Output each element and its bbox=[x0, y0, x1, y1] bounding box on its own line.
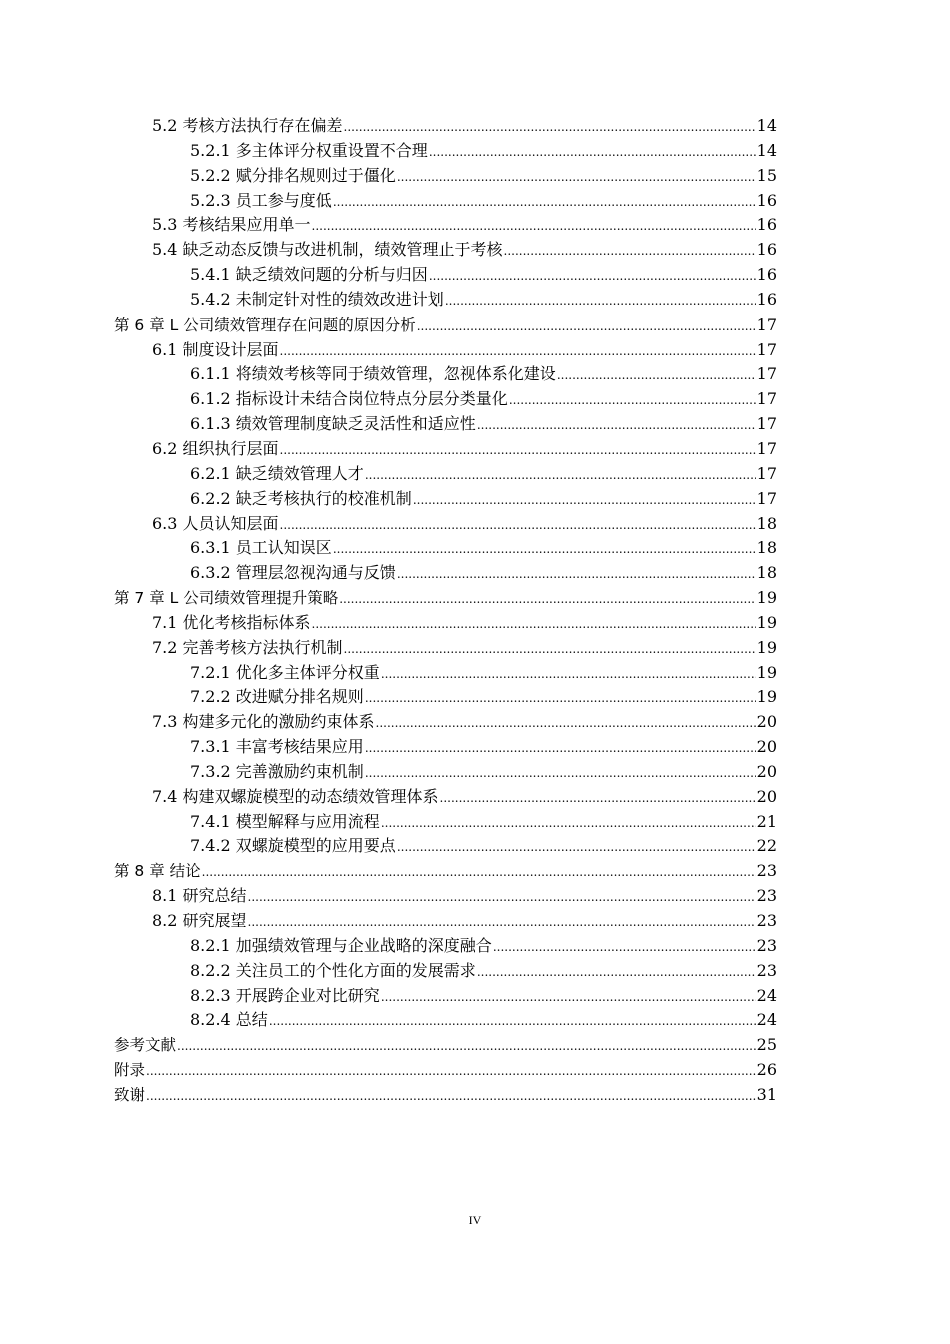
toc-entry-page-number: 17 bbox=[756, 314, 777, 334]
toc-dot-leader bbox=[202, 860, 756, 885]
toc-entry[interactable] bbox=[114, 313, 777, 338]
toc-dot-leader bbox=[445, 289, 756, 314]
toc-dot-leader bbox=[381, 985, 756, 1010]
toc-entry-title: 6.1.1 将绩效考核等同于绩效管理，忽视体系化建设 bbox=[190, 364, 556, 384]
toc-entry[interactable] bbox=[114, 189, 777, 214]
toc-dot-leader bbox=[477, 413, 756, 438]
toc-entry-page-number: 22 bbox=[756, 836, 777, 856]
toc-entry-title: 7.4 构建双螺旋模型的动态绩效管理体系 bbox=[152, 786, 439, 806]
toc-entry[interactable] bbox=[114, 934, 777, 959]
toc-entry-page-number: 23 bbox=[756, 935, 777, 955]
toc-entry[interactable] bbox=[114, 611, 777, 636]
toc-dot-leader bbox=[344, 115, 756, 140]
toc-entry[interactable] bbox=[114, 834, 777, 859]
toc-entry[interactable] bbox=[114, 735, 777, 760]
toc-dot-leader bbox=[397, 165, 756, 190]
toc-entry-title: 7.4.2 双螺旋模型的应用要点 bbox=[190, 836, 396, 856]
toc-dot-leader bbox=[312, 612, 756, 637]
toc-entry[interactable] bbox=[114, 859, 777, 884]
toc-entry-page-number: 16 bbox=[756, 289, 777, 309]
toc-dot-leader bbox=[429, 264, 756, 289]
toc-entry[interactable] bbox=[114, 139, 777, 164]
toc-entry-page-number: 18 bbox=[756, 563, 777, 583]
toc-entry[interactable] bbox=[114, 909, 777, 934]
toc-entry-title: 7.3.1 丰富考核结果应用 bbox=[190, 737, 364, 757]
toc-entry-page-number: 20 bbox=[756, 761, 777, 781]
toc-entry-page-number: 20 bbox=[756, 786, 777, 806]
toc-entry-page-number: 23 bbox=[756, 911, 777, 930]
toc-entry-title: 致谢 bbox=[114, 1085, 146, 1104]
toc-entry-page-number: 16 bbox=[756, 190, 777, 210]
toc-dot-leader bbox=[381, 811, 756, 836]
toc-entry[interactable] bbox=[114, 512, 777, 537]
toc-entry[interactable] bbox=[114, 362, 777, 387]
toc-dot-leader bbox=[339, 587, 755, 612]
toc-entry-page-number: 21 bbox=[756, 811, 777, 831]
toc-entry-page-number: 16 bbox=[756, 240, 777, 260]
toc-entry[interactable] bbox=[114, 487, 777, 512]
toc-dot-leader bbox=[333, 537, 756, 562]
toc-entry-page-number: 17 bbox=[756, 438, 777, 458]
toc-entry[interactable] bbox=[114, 884, 777, 909]
toc-entry[interactable] bbox=[114, 114, 777, 139]
toc-entry-page-number: 17 bbox=[756, 414, 777, 434]
toc-entry-title: 第 6 章 L 公司绩效管理存在问题的原因分析 bbox=[114, 315, 416, 334]
toc-entry-title: 5.4 缺乏动态反馈与改进机制，绩效管理止于考核 bbox=[152, 240, 503, 260]
toc-entry-title: 5.4.1 缺乏绩效问题的分析与归因 bbox=[190, 265, 428, 285]
toc-entry-page-number: 20 bbox=[756, 737, 777, 757]
toc-entry-title: 5.2 考核方法执行存在偏差 bbox=[152, 116, 343, 135]
toc-entry-page-number: 15 bbox=[756, 165, 777, 185]
toc-entry-title: 参考文献 bbox=[114, 1036, 177, 1055]
toc-entry-title: 7.3 构建多元化的激励约束体系 bbox=[152, 712, 375, 732]
toc-dot-leader bbox=[146, 1059, 756, 1084]
toc-dot-leader bbox=[417, 314, 756, 339]
toc-entry-title: 7.2.1 优化多主体评分权重 bbox=[190, 662, 380, 682]
toc-entry[interactable] bbox=[114, 412, 777, 437]
toc-dot-leader bbox=[365, 686, 756, 711]
toc-entry-title: 6.2.1 缺乏绩效管理人才 bbox=[190, 463, 364, 483]
toc-entry-page-number: 24 bbox=[756, 985, 777, 1005]
toc-entry-title: 第 7 章 L 公司绩效管理提升策略 bbox=[114, 589, 339, 608]
toc-entry[interactable] bbox=[114, 263, 777, 288]
toc-entry-page-number: 24 bbox=[756, 1010, 777, 1030]
toc-dot-leader bbox=[280, 513, 756, 538]
toc-entry[interactable] bbox=[114, 561, 777, 586]
toc-entry-title: 8.2.4 总结 bbox=[190, 1010, 268, 1030]
toc-entry-title: 5.3 考核结果应用单一 bbox=[152, 215, 311, 235]
toc-entry-title: 5.2.3 员工参与度低 bbox=[190, 190, 332, 210]
toc-entry[interactable] bbox=[114, 661, 777, 686]
toc-entry-title: 6.3.1 员工认知误区 bbox=[190, 538, 332, 558]
toc-entry-page-number: 16 bbox=[756, 215, 777, 235]
toc-dot-leader bbox=[344, 637, 756, 662]
toc-entry-page-number: 19 bbox=[756, 588, 777, 608]
toc-dot-leader bbox=[280, 438, 756, 463]
toc-entry-page-number: 26 bbox=[756, 1060, 777, 1080]
toc-entry-page-number: 18 bbox=[756, 538, 777, 558]
toc-entry[interactable] bbox=[114, 164, 777, 189]
toc-entry[interactable] bbox=[114, 586, 777, 611]
toc-entry-page-number: 19 bbox=[756, 687, 777, 707]
table-of-contents bbox=[114, 114, 777, 1108]
toc-entry-title: 7.2 完善考核方法执行机制 bbox=[152, 637, 343, 657]
toc-dot-leader bbox=[413, 488, 756, 513]
toc-dot-leader bbox=[177, 1034, 756, 1059]
toc-entry-page-number: 17 bbox=[756, 339, 777, 359]
toc-entry[interactable] bbox=[114, 387, 777, 412]
toc-dot-leader bbox=[248, 885, 756, 910]
toc-dot-leader bbox=[365, 736, 756, 761]
toc-dot-leader bbox=[269, 1009, 756, 1034]
toc-entry-page-number: 14 bbox=[756, 116, 777, 135]
toc-entry-page-number: 20 bbox=[756, 712, 777, 732]
toc-entry[interactable] bbox=[114, 462, 777, 487]
toc-entry-page-number: 17 bbox=[756, 389, 777, 409]
toc-entry[interactable] bbox=[114, 959, 777, 984]
toc-entry-page-number: 17 bbox=[756, 463, 777, 483]
toc-entry-title: 5.2.1 多主体评分权重设置不合理 bbox=[190, 140, 428, 160]
toc-entry[interactable] bbox=[114, 1083, 777, 1108]
toc-entry-page-number: 23 bbox=[756, 960, 777, 980]
toc-entry[interactable] bbox=[114, 238, 777, 263]
toc-entry[interactable] bbox=[114, 760, 777, 785]
toc-entry-title: 8.1 研究总结 bbox=[152, 886, 247, 906]
toc-entry[interactable] bbox=[114, 810, 777, 835]
toc-entry[interactable] bbox=[114, 984, 777, 1009]
toc-entry-title: 7.1 优化考核指标体系 bbox=[152, 612, 311, 632]
toc-entry-title: 7.4.1 模型解释与应用流程 bbox=[190, 811, 380, 831]
toc-entry[interactable] bbox=[114, 536, 777, 561]
page-number-footer: IV bbox=[468, 1213, 482, 1227]
toc-dot-leader bbox=[146, 1084, 756, 1109]
toc-entry[interactable] bbox=[114, 636, 777, 661]
toc-entry[interactable] bbox=[114, 1033, 777, 1058]
toc-entry-page-number: 31 bbox=[756, 1084, 777, 1104]
toc-entry-title: 7.2.2 改进赋分排名规则 bbox=[190, 687, 364, 707]
toc-entry-title: 8.2 研究展望 bbox=[152, 911, 247, 930]
toc-entry-page-number: 19 bbox=[756, 612, 777, 632]
toc-entry-page-number: 16 bbox=[756, 265, 777, 285]
toc-entry-title: 7.3.2 完善激励约束机制 bbox=[190, 761, 364, 781]
toc-entry-title: 6.3.2 管理层忽视沟通与反馈 bbox=[190, 563, 396, 583]
toc-entry[interactable] bbox=[114, 338, 777, 363]
toc-entry-title: 5.4.2 未制定针对性的绩效改进计划 bbox=[190, 289, 444, 309]
toc-entry-page-number: 23 bbox=[756, 861, 777, 881]
toc-entry-title: 第 8 章 结论 bbox=[114, 862, 201, 881]
toc-dot-leader bbox=[381, 662, 756, 687]
toc-entry[interactable] bbox=[114, 288, 777, 313]
toc-entry-title: 8.2.3 开展跨企业对比研究 bbox=[190, 985, 380, 1005]
toc-entry-page-number: 17 bbox=[756, 364, 777, 384]
toc-dot-leader bbox=[365, 761, 756, 786]
toc-entry-page-number: 23 bbox=[756, 886, 777, 906]
toc-entry-page-number: 14 bbox=[756, 140, 777, 160]
toc-entry[interactable] bbox=[114, 213, 777, 238]
toc-dot-leader bbox=[312, 214, 756, 239]
toc-entry-page-number: 17 bbox=[756, 488, 777, 508]
toc-entry-title: 6.2 组织执行层面 bbox=[152, 438, 279, 458]
toc-dot-leader bbox=[509, 388, 756, 413]
toc-entry-page-number: 19 bbox=[756, 662, 777, 682]
toc-dot-leader bbox=[280, 339, 756, 364]
toc-entry-page-number: 19 bbox=[756, 637, 777, 657]
toc-dot-leader bbox=[365, 463, 756, 488]
toc-dot-leader bbox=[397, 562, 756, 587]
toc-entry-title: 附录 bbox=[114, 1061, 146, 1080]
toc-dot-leader bbox=[429, 140, 756, 165]
toc-entry-page-number: 25 bbox=[756, 1035, 777, 1055]
toc-entry-title: 6.2.2 缺乏考核执行的校准机制 bbox=[190, 488, 412, 508]
toc-entry-title: 5.2.2 赋分排名规则过于僵化 bbox=[190, 165, 396, 185]
toc-entry[interactable] bbox=[114, 785, 777, 810]
toc-dot-leader bbox=[333, 190, 756, 215]
toc-entry[interactable] bbox=[114, 685, 777, 710]
toc-entry-title: 6.1.3 绩效管理制度缺乏灵活性和适应性 bbox=[190, 414, 476, 434]
toc-dot-leader bbox=[493, 935, 756, 960]
toc-dot-leader bbox=[440, 786, 756, 811]
toc-entry[interactable] bbox=[114, 1008, 777, 1033]
toc-entry-title: 6.1 制度设计层面 bbox=[152, 339, 279, 359]
toc-dot-leader bbox=[248, 910, 756, 935]
toc-entry-title: 8.2.2 关注员工的个性化方面的发展需求 bbox=[190, 960, 476, 980]
toc-entry[interactable] bbox=[114, 437, 777, 462]
toc-entry-title: 6.3 人员认知层面 bbox=[152, 513, 279, 533]
toc-entry-page-number: 18 bbox=[756, 513, 777, 533]
toc-entry-title: 6.1.2 指标设计未结合岗位特点分层分类量化 bbox=[190, 389, 508, 409]
toc-entry[interactable] bbox=[114, 710, 777, 735]
toc-dot-leader bbox=[477, 960, 756, 985]
toc-dot-leader bbox=[397, 835, 756, 860]
toc-dot-leader bbox=[376, 711, 756, 736]
toc-entry[interactable] bbox=[114, 1058, 777, 1083]
toc-entry-title: 8.2.1 加强绩效管理与企业战略的深度融合 bbox=[190, 935, 492, 955]
toc-dot-leader bbox=[557, 363, 756, 388]
toc-dot-leader bbox=[504, 239, 756, 264]
